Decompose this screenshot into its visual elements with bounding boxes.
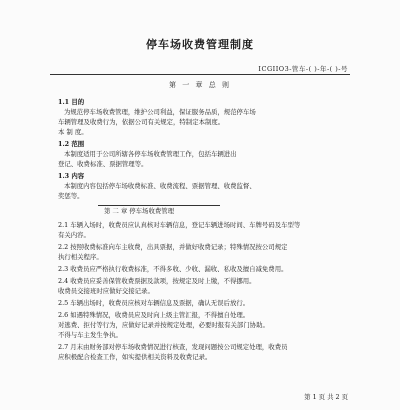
- paragraph-line: 车辆管理及收费行为，依据公司有关规定，特制定本制度。: [58, 118, 225, 126]
- paragraph-line: 2.6 如遇特殊情况，收费员应及时向上级主管汇报，不得擅自处理。: [58, 311, 250, 319]
- paragraph-line: 2.1 车辆入场时，收费员应认真核对车辆信息，登记车辆进场时间、车牌号码及车型等: [58, 221, 301, 229]
- paragraph-line: 对逃费、拒付等行为，应做好记录并按规定处理，必要时报有关部门协助。: [58, 321, 269, 329]
- header-divider: [50, 74, 350, 75]
- document-title: 停车场收费管理制度: [146, 38, 254, 51]
- subsection-heading-scope: 1.2 范围: [58, 140, 85, 148]
- paragraph-line: 执行相关程序。: [58, 253, 103, 261]
- paragraph-line: 2.2 按照收费标准向车主收费，出具票据，并做好收费记录；特殊情况按公司规定: [58, 243, 288, 251]
- subsection-heading-purpose: 1.1 目的: [58, 98, 85, 106]
- section-divider: [98, 205, 220, 206]
- section-title-fee-management: 第 二 章 停车场收费管理: [104, 207, 174, 215]
- paragraph-line: 为规范停车场收费管理，维护公司利益，保证服务品质，规范停车场: [64, 108, 256, 116]
- paragraph-line: 有关内容。: [58, 231, 90, 239]
- document-number: ICGIIO3-管车-( )-年-( )-号: [258, 65, 348, 73]
- paragraph-line: 本 制 度。: [58, 128, 88, 136]
- paragraph-line: 应积极配合检查工作，如实提供相关资料及收费记录。: [58, 353, 212, 361]
- paragraph-line: 收费员交接班时应做好交接记录。: [58, 287, 154, 295]
- paragraph-line: 2.7 月末由财务部对停车场收费情况进行核查，发现问题按公司规定处理，收费员: [58, 343, 288, 351]
- page-number: 第 1 页 共 2 页: [304, 393, 348, 401]
- paragraph-line: 本制度适用于公司所辖各停车场收费管理工作，包括车辆进出: [64, 150, 237, 158]
- paragraph-line: 奖惩等。: [58, 192, 84, 200]
- paragraph-line: 本制度内容包括停车场收费标准、收费流程、票据管理、收费监督、: [64, 182, 256, 190]
- paragraph-line: 2.5 车辆出场时，收费员应核对车辆信息及票据，确认无误后放行。: [58, 299, 250, 307]
- paragraph-line: 2.3 收费员应严格执行收费标准，不得多收、少收、漏收、私收及擅自减免费用。: [58, 265, 288, 273]
- paragraph-line: 登记、收费标准、票据管理等。: [58, 160, 148, 168]
- subsection-heading-content: 1.3 内容: [58, 172, 85, 180]
- section-title-general: 第 一 章 总 则: [169, 81, 231, 89]
- paragraph-line: 2.4 收费员应妥善保管收费票据及款项，按规定及时上缴，不得挪用。: [58, 277, 256, 285]
- paragraph-line: 不得与车主发生争执。: [58, 331, 122, 339]
